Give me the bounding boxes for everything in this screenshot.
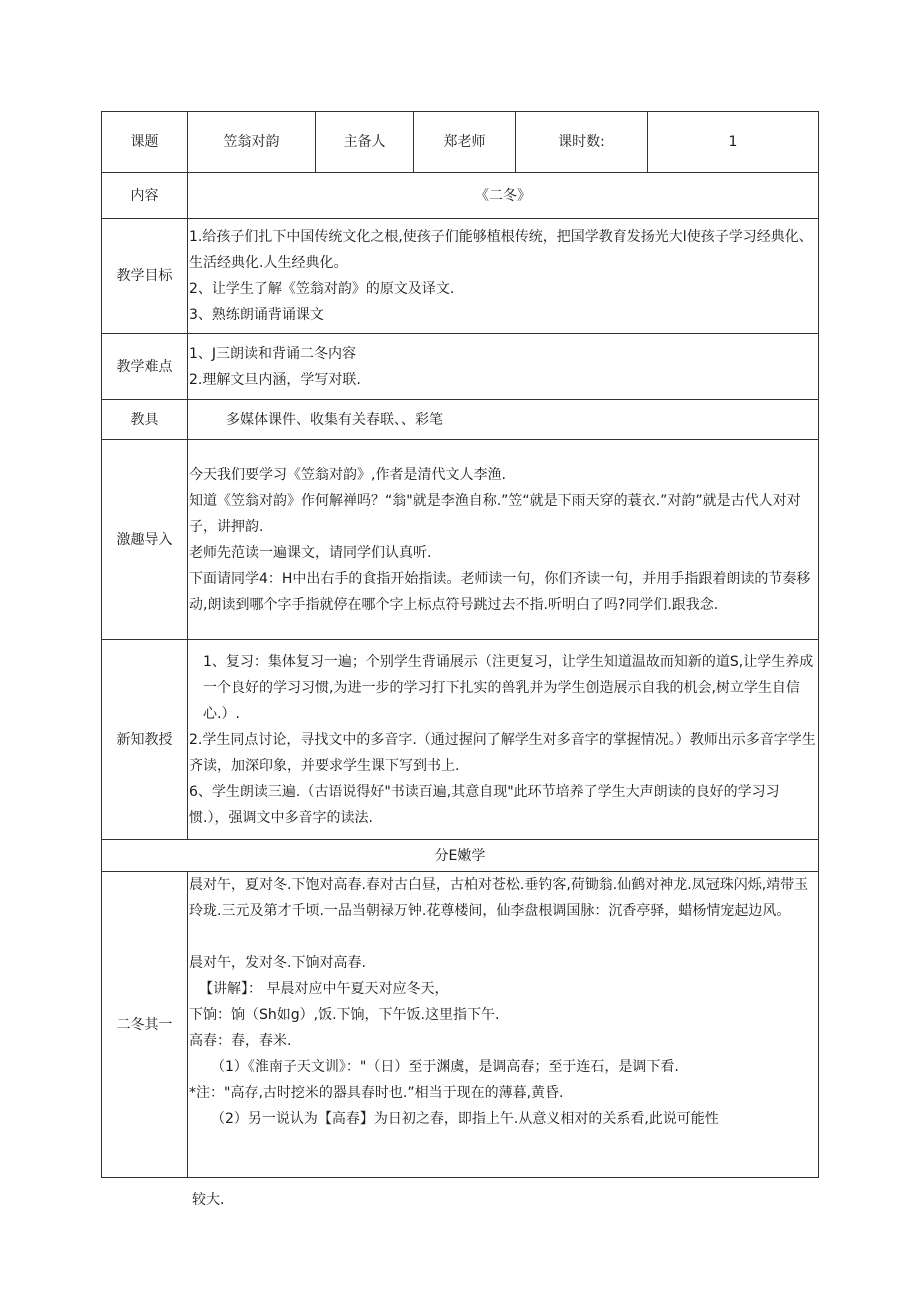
section-title-row (102, 840, 819, 872)
hours-label: 课时数: (516, 112, 648, 173)
preparer-label: 主备人 (316, 112, 414, 173)
goal-1: 1.给孩子们扎下中国传统文化之根,使孩子们能够植根传统，把国学教育发扬光大l使孩子学习经典化、生活经典化.人生经典化。 (189, 229, 813, 271)
difficulty-row (102, 334, 819, 400)
explain-text: 早晨对应中午夏天对应冬天， (266, 981, 449, 997)
poem-overflow-text: 较大. (192, 1192, 225, 1208)
difficulty-label: 教学难点 (102, 334, 188, 400)
intro-line-1: 今天我们要学习《笠翁对韵》,作者是清代文人李渔. (189, 466, 506, 483)
topic-value: 笠翁对韵 (188, 112, 316, 173)
newteach-line-3: 6、学生朗读三遍.（古语说得好"书读百遍,其意自现"此环节培养了学生大声朗读的良好的学习习惯.），强调文中多音字的读法. (189, 783, 780, 826)
intro-line-2: 知道《笠翁对韵》作何解禅吗？“翁"就是李渔自称.”笠“就是下雨天穿的蓑衣.”对韵”就是古代人对对子，讲押韵. (189, 492, 801, 535)
newteach-content (188, 640, 819, 840)
poem-gap (189, 924, 817, 950)
goals-content (188, 219, 819, 334)
goals-label: 教学目标 (102, 219, 188, 334)
tools-value: 多媒体课件、收集有关春联、、彩笔 (188, 400, 819, 440)
tools-label: 教具 (102, 400, 188, 440)
poem-line-1: 晨对午，发对冬.下饷对高春. (189, 955, 366, 971)
preparer-value: 郑老师 (414, 112, 516, 173)
newteach-line-2: 2.学生同点讨论，寻找文中的多音字.（通过握问了解学生对多音字的掌握情况。）教师出示多音字学生齐读，加深印象，并要求学生课下写到书上. (189, 731, 816, 774)
explain-tag: 【讲解】： (199, 981, 262, 997)
hours-value: 1 (648, 112, 819, 173)
poem-line-4: 高春：春，春米. (189, 1033, 292, 1049)
newteach-row (102, 640, 819, 840)
poem-explain (189, 976, 817, 1002)
header-row (102, 112, 819, 173)
content-label: 内容 (102, 173, 188, 219)
poem-text: 晨对午，夏对冬.下饱对高春.春对古白昼，古柏对苍松.垂钓客,荷锄翁.仙鹤对神龙.凤冠珠闪烁,靖带玉玲珑.三元及第才千顷.一品当朝禄万钟.花尊楼间，仙李盘根调国脉：沉香亭驿，蜡杨情宠起边风。 (189, 877, 809, 919)
poem-line-5: （1）《淮南子天文训》："（日）至于渊虞，是调高春；至于连石，是调下看. (211, 1059, 679, 1075)
lesson-plan-table (101, 111, 819, 1178)
poem-line-6: *注："高存,古时挖米的器具春时也.”相当于现在的薄暮,黄昏. (189, 1085, 564, 1101)
newteach-line-1: 1、复习：集体复习一遍；个别学生背诵展示（注更复习，让学生知道温故而知新的道S,让学生养成一个良好的学习习惯,为进一步的学习打下扎实的兽乳并为学生创造展示自我的机会,树立学生自信心.）. (203, 653, 814, 722)
section-title: 分E嫩学 (102, 840, 819, 872)
intro-content (188, 440, 819, 640)
poem-label: 二冬其一 (102, 872, 188, 1178)
poem-row (102, 872, 819, 1178)
intro-row (102, 440, 819, 640)
poem-content (188, 872, 819, 1178)
difficulty-1: 1、J三朗读和背诵二冬内容 (189, 345, 357, 362)
intro-line-3: 老师先范读一遍课文，请同学们认真听. (189, 544, 432, 561)
difficulty-content (188, 334, 819, 400)
goal-3: 3、熟练朗诵背诵课文 (189, 307, 324, 323)
goal-2: 2、让学生了解《笠翁对韵》的原文及译文. (189, 281, 455, 297)
goals-row (102, 219, 819, 334)
newteach-label: 新知教授 (102, 640, 188, 840)
intro-line-4: 下面请同学4：H中出右手的食指开始指读。老师读一句，你们齐读一句，并用手指跟着朗读的节奏移动,朗读到哪个字手指就停在哪个字上标点符号跳过去不指.听明白了吗?同学们.跟我念. (189, 570, 811, 613)
poem-line-3: 下饷：饷（Sh如g）,饭.下饷，下午饭.这里指下午. (189, 1007, 500, 1023)
content-value: 《二冬》 (188, 173, 819, 219)
poem-line-7: （2）另一说认为【高春】为日初之春，即指上午.从意义相对的关系看,此说可能性 (211, 1111, 719, 1127)
intro-label: 激趣导入 (102, 440, 188, 640)
topic-label: 课题 (102, 112, 188, 173)
difficulty-2: 2.理解文旦内涵，学写对联. (189, 371, 361, 388)
content-row (102, 173, 819, 219)
tools-row (102, 400, 819, 440)
